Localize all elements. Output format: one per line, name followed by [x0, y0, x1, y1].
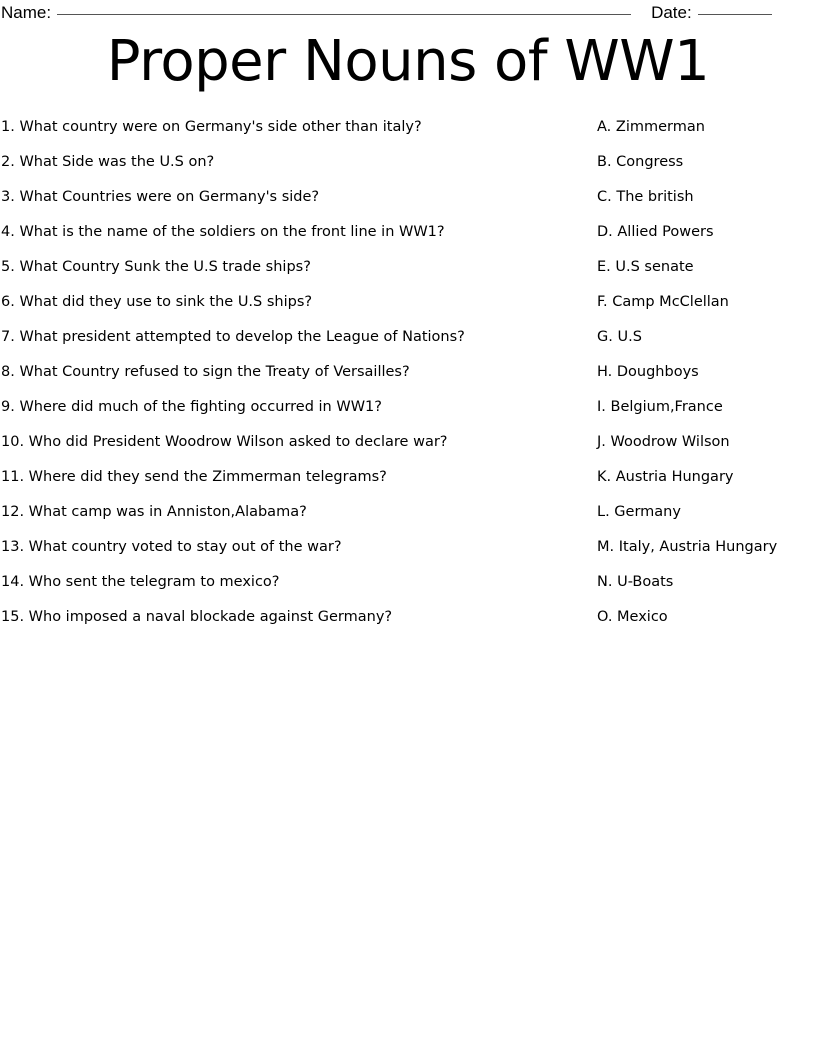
question-row	[1, 425, 581, 460]
question-row	[1, 355, 581, 390]
answer-letter: H.	[597, 364, 613, 380]
question-row	[1, 215, 581, 250]
question-number: 7.	[1, 329, 15, 345]
answer-text: U-Boats	[617, 574, 674, 590]
question-number: 1.	[1, 119, 15, 135]
answer-letter: K.	[597, 469, 612, 485]
answer-text: Zimmerman	[615, 119, 705, 135]
question-row	[1, 565, 581, 600]
answer-text: Germany	[614, 504, 681, 520]
question-number: 14.	[1, 574, 25, 590]
answer-letter: D.	[597, 224, 613, 240]
answer-row	[597, 180, 816, 215]
answer-letter: B.	[597, 154, 612, 170]
answer-text: Belgium,France	[610, 399, 723, 415]
question-text: What did they use to sink the U.S ships?	[19, 294, 313, 310]
date-label: Date:	[651, 3, 692, 22]
question-row	[1, 110, 581, 145]
question-text: Where did much of the fighting occurred in WW1?	[19, 399, 382, 415]
answer-letter: L.	[597, 504, 610, 520]
question-text: Who imposed a naval blockade against Germany?	[28, 609, 393, 625]
answer-row	[597, 145, 816, 180]
question-row	[1, 495, 581, 530]
answer-letter: I.	[597, 399, 606, 415]
answers-column	[597, 110, 816, 635]
answer-row	[597, 285, 816, 320]
question-text: What camp was in Anniston,Alabama?	[28, 504, 307, 520]
question-number: 3.	[1, 189, 15, 205]
question-text: Who did President Woodrow Wilson asked to declare war?	[28, 434, 448, 450]
answer-row	[597, 425, 816, 460]
name-write-in-line[interactable]	[57, 14, 631, 15]
answer-letter: N.	[597, 574, 613, 590]
answer-letter: C.	[597, 189, 612, 205]
answer-letter: M.	[597, 539, 615, 555]
question-row	[1, 320, 581, 355]
question-row	[1, 180, 581, 215]
answer-row	[597, 110, 816, 145]
answer-letter: F.	[597, 294, 608, 310]
question-row	[1, 145, 581, 180]
question-row	[1, 530, 581, 565]
question-text: What country were on Germany's side other than italy?	[19, 119, 422, 135]
question-text: What is the name of the soldiers on the front line in WW1?	[19, 224, 445, 240]
answer-text: Camp McClellan	[612, 294, 729, 310]
answer-row	[597, 495, 816, 530]
name-label: Name:	[1, 3, 52, 22]
question-text: What president attempted to develop the League of Nations?	[19, 329, 465, 345]
question-row	[1, 250, 581, 285]
question-text: What Country refused to sign the Treaty of Versailles?	[19, 364, 410, 380]
question-text: What Country Sunk the U.S trade ships?	[19, 259, 311, 275]
questions-column	[1, 110, 581, 635]
answer-row	[597, 565, 816, 600]
answer-row	[597, 600, 816, 635]
answer-text: Woodrow Wilson	[610, 434, 730, 450]
answer-text: U.S senate	[615, 259, 694, 275]
answer-row	[597, 530, 816, 565]
question-text: What Countries were on Germany's side?	[19, 189, 320, 205]
answer-text: Doughboys	[616, 364, 699, 380]
question-number: 2.	[1, 154, 15, 170]
header	[0, 0, 816, 26]
question-text: What country voted to stay out of the war?	[28, 539, 342, 555]
answer-row	[597, 215, 816, 250]
answer-row	[597, 390, 816, 425]
question-number: 13.	[1, 539, 25, 555]
answer-text: U.S	[617, 329, 642, 345]
question-text: Who sent the telegram to mexico?	[28, 574, 280, 590]
question-text: What Side was the U.S on?	[19, 154, 215, 170]
answer-letter: E.	[597, 259, 611, 275]
question-number: 9.	[1, 399, 15, 415]
answer-row	[597, 355, 816, 390]
answer-text: Italy, Austria Hungary	[618, 539, 778, 555]
question-number: 5.	[1, 259, 15, 275]
question-number: 11.	[1, 469, 25, 485]
answer-letter: G.	[597, 329, 613, 345]
answer-row	[597, 460, 816, 495]
answer-letter: O.	[597, 609, 613, 625]
answer-text: Austria Hungary	[615, 469, 734, 485]
question-number: 4.	[1, 224, 15, 240]
question-number: 15.	[1, 609, 25, 625]
question-number: 6.	[1, 294, 15, 310]
answer-text: Congress	[616, 154, 684, 170]
question-number: 10.	[1, 434, 25, 450]
question-row	[1, 285, 581, 320]
answer-letter: A.	[597, 119, 612, 135]
page-title: Proper Nouns of WW1	[106, 29, 710, 94]
answer-row	[597, 320, 816, 355]
question-row	[1, 460, 581, 495]
question-number: 8.	[1, 364, 15, 380]
answer-letter: J.	[597, 434, 606, 450]
answer-row	[597, 250, 816, 285]
question-number: 12.	[1, 504, 25, 520]
question-row	[1, 600, 581, 635]
question-row	[1, 390, 581, 425]
date-write-in-line[interactable]	[698, 14, 772, 15]
question-text: Where did they send the Zimmerman telegrams?	[28, 469, 387, 485]
answer-text: Mexico	[617, 609, 668, 625]
answer-text: Allied Powers	[617, 224, 714, 240]
answer-text: The british	[616, 189, 694, 205]
